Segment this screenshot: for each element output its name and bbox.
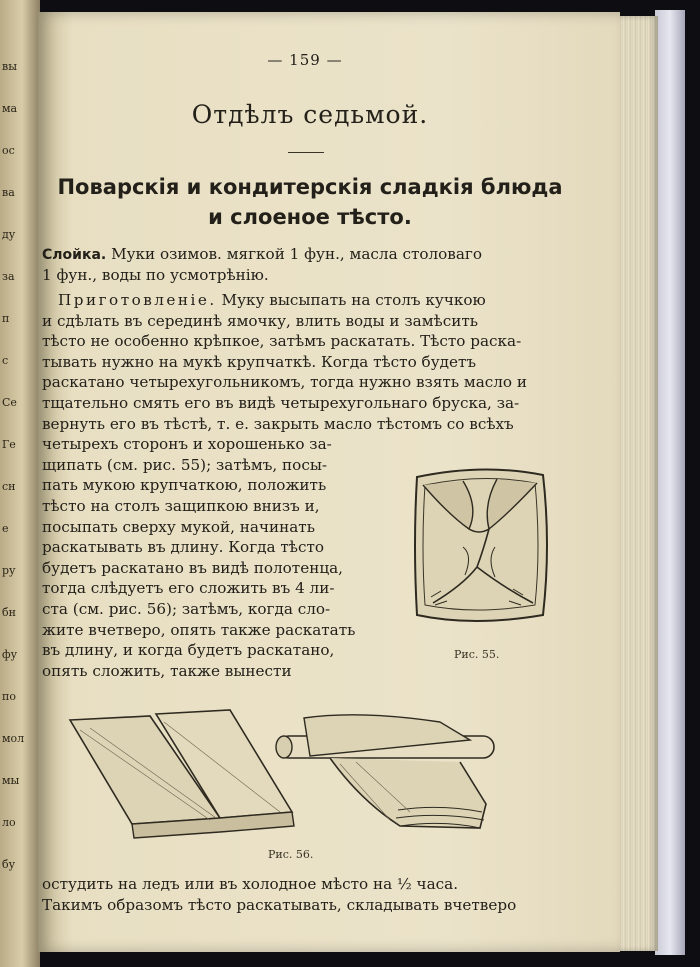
left-page-fragment: ва bbox=[2, 186, 15, 199]
paragraph-line-17: въ длину, и когда будетъ раскатано, bbox=[42, 641, 335, 660]
continuation-text bbox=[42, 874, 582, 915]
left-page-fragment: бу bbox=[2, 858, 16, 871]
figure-55-illustration bbox=[403, 455, 557, 633]
chapter-title-line-1: Поварскія и кондитерскія сладкія блюда bbox=[57, 175, 563, 199]
ingredients-line-2: 1 фун., воды по усмотрѣнію. bbox=[42, 265, 269, 284]
bottom-line-2: Такимъ образомъ тѣсто раскатывать, складывать вчетверо bbox=[42, 895, 517, 914]
paragraph-line-12: раскатывать въ длину. Когда тѣсто bbox=[42, 538, 324, 557]
paragraph-line-3: тывать нужно на мукѣ крупчаткѣ. Когда тѣсто будетъ bbox=[42, 352, 477, 371]
paragraph-line-7: четырехъ сторонъ и хорошенько за- bbox=[42, 435, 332, 454]
left-page-fragment: ма bbox=[2, 102, 18, 115]
left-page-fragment: ло bbox=[2, 816, 16, 829]
paragraph-line-10: тѣсто на столъ защипкою внизъ и, bbox=[42, 496, 320, 515]
left-page-fragment: за bbox=[2, 270, 15, 283]
left-page-fragment: с bbox=[2, 354, 9, 367]
paragraph-line-11: посыпать сверху мукой, начинать bbox=[42, 517, 315, 536]
figure-56-illustration bbox=[60, 700, 500, 850]
left-page-fragment: бн bbox=[2, 606, 16, 619]
paragraph-line-1: и сдѣлать въ серединѣ ямочку, влить воды и замѣсить bbox=[42, 311, 478, 330]
left-page-fragment: е bbox=[2, 522, 9, 535]
book-cover-edge bbox=[655, 10, 685, 955]
left-page-fragment: ру bbox=[2, 564, 16, 577]
paragraph-line-6: вернуть его въ тѣстѣ, т. е. закрыть масло тѣстомъ со всѣхъ bbox=[42, 414, 514, 433]
left-page-fragment: вы bbox=[2, 60, 17, 73]
paragraph-line-5: тщательно смять его въ видѣ четырехугольнаго бруска, за- bbox=[42, 393, 520, 412]
paragraph-line-0: Муку высыпать на столъ кучкою bbox=[221, 291, 486, 309]
paragraph-line-2: тѣсто не особенно крѣпкое, затѣмъ раскатать. Тѣсто раска- bbox=[42, 332, 522, 351]
page-number: — 159 — bbox=[267, 51, 343, 69]
left-page-fragment: фу bbox=[2, 648, 18, 661]
left-facing-page bbox=[0, 0, 40, 967]
section-title: Отдѣлъ седьмой. bbox=[191, 100, 429, 129]
left-page-fragment: сн bbox=[2, 480, 16, 493]
left-page-fragment: Се bbox=[2, 396, 17, 409]
left-page-fragment: мол bbox=[2, 732, 25, 745]
chapter-title bbox=[40, 172, 580, 232]
paragraph-line-4: раскатано четырехугольникомъ, тогда нужно взять масло и bbox=[42, 373, 528, 392]
title-divider bbox=[288, 152, 324, 153]
chapter-title-line-2: и слоеное тѣсто. bbox=[208, 205, 412, 229]
left-page-fragment: ду bbox=[2, 228, 16, 241]
paragraph-line-13: будетъ раскатано въ видѣ полотенца, bbox=[42, 558, 343, 577]
figure-56-caption: Рис. 56. bbox=[268, 848, 314, 861]
bottom-line-1: остудить на ледъ или въ холодное мѣсто на ½ часа. bbox=[42, 875, 459, 893]
left-page-fragment: мы bbox=[2, 774, 20, 787]
preparation-label: Приготовленіе. bbox=[58, 291, 217, 309]
paragraph-line-8: щипать (см. рис. 55); затѣмъ, посы- bbox=[42, 455, 328, 474]
figure-55-caption: Рис. 55. bbox=[454, 648, 500, 661]
left-page-fragment: по bbox=[2, 690, 16, 703]
recipe-ingredients bbox=[42, 244, 582, 285]
paragraph-line-15: ста (см. рис. 56); затѣмъ, когда сло- bbox=[42, 599, 331, 618]
paragraph-line-9: пать мукою крупчаткою, положить bbox=[42, 476, 327, 495]
paragraph-line-16: жите вчетверо, опять также раскатать bbox=[42, 620, 356, 639]
ingredients-line-1: Муки озимов. мягкой 1 фун., масла столоваго bbox=[111, 245, 483, 263]
recipe-name: Слойка. bbox=[42, 247, 107, 263]
left-page-fragment: ос bbox=[2, 144, 15, 157]
paragraph-line-18: опять сложить, также вынести bbox=[42, 661, 292, 680]
left-page-fragment: п bbox=[2, 312, 10, 325]
left-page-fragment: Ге bbox=[2, 438, 16, 451]
paragraph-line-14: тогда слѣдуетъ его сложить въ 4 ли- bbox=[42, 579, 335, 598]
